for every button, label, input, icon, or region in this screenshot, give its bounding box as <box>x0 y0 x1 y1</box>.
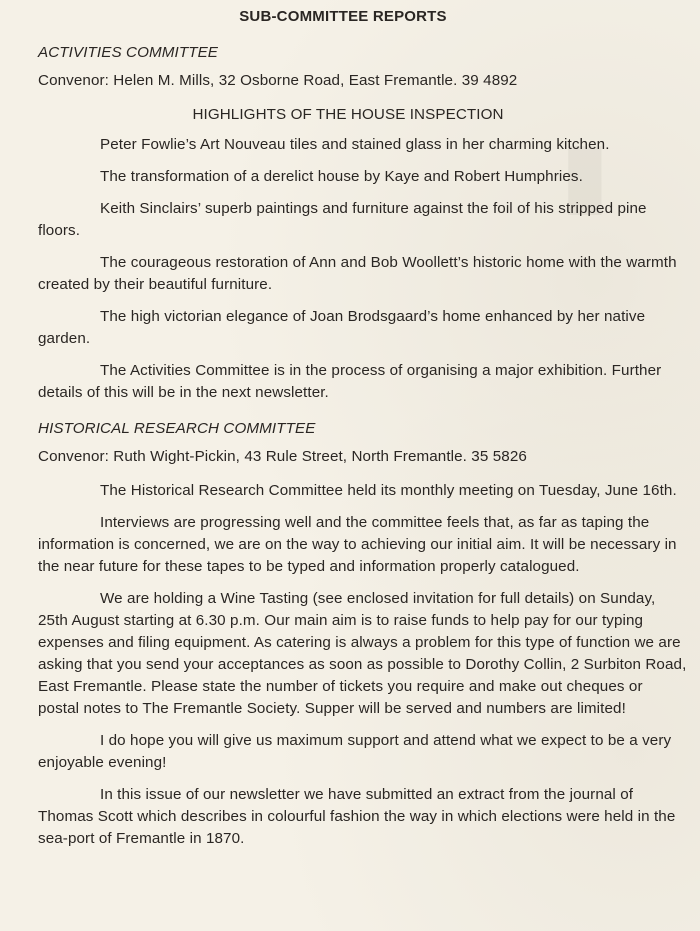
activities-paragraph: The Activities Committee is in the process of organising a major exhibition. Further details of this will be in the next newsletter. <box>38 362 662 401</box>
highlights-heading: HIGHLIGHTS OF THE HOUSE INSPECTION <box>192 106 504 123</box>
historical-paragraph: I do hope you will give us maximum support and attend what we expect to be a very enjoyable evening! <box>38 732 672 771</box>
activities-paragraph: The courageous restoration of Ann and Bob Woollett’s historic home with the warmth created by their beautiful furniture. <box>38 254 677 293</box>
historical-research-section <box>38 418 688 850</box>
activities-committee-section <box>38 42 688 404</box>
activities-paragraph: Keith Sinclairs’ superb paintings and furniture against the foil of his stripped pine floors. <box>38 200 647 239</box>
historical-paragraph: The Historical Research Committee held its monthly meeting on Tuesday, June 16th. <box>100 482 677 499</box>
page-title: SUB-COMMITTEE REPORTS <box>239 8 447 25</box>
historical-paragraph: In this issue of our newsletter we have submitted an extract from the journal of Thomas Scott which describes in colourful fashion the way in which elections were held in the sea-port of Fremantle in 1870. <box>38 786 676 847</box>
activities-convenor: Convenor: Helen M. Mills, 32 Osborne Road, East Fremantle. 39 4892 <box>38 72 518 89</box>
activities-paragraph: The transformation of a derelict house by Kaye and Robert Humphries. <box>100 168 583 185</box>
sub-committee-reports <box>38 6 688 860</box>
show-through-print: ▮ <box>560 125 610 224</box>
historical-convenor: Convenor: Ruth Wight-Pickin, 43 Rule Street, North Fremantle. 35 5826 <box>38 448 527 465</box>
activities-paragraph: The high victorian elegance of Joan Brodsgaard’s home enhanced by her native garden. <box>38 308 646 347</box>
activities-paragraph: Peter Fowlie’s Art Nouveau tiles and stained glass in her charming kitchen. <box>100 136 610 153</box>
historical-paragraph: Interviews are progressing well and the committee feels that, as far as taping the information is concerned, we are on the way to achieving our initial aim. It will be necessary in the near future for these tapes to be typed and information properly catalogued. <box>38 514 677 575</box>
historical-paragraph: We are holding a Wine Tasting (see enclosed invitation for full details) on Sunday, 25th August starting at 6.30 p.m. Our main aim is to raise funds to help pay for our typing expenses and filing equipment. As catering is always a problem for this type of function we are asking that you send your acceptances as soon as possible to Dorothy Collin, 2 Surbiton Road, East Fremantle. Please state the number of tickets you require and make out cheques or postal notes to The Fremantle Society. Supper will be served and numbers are limited! <box>38 590 687 717</box>
activities-committee-heading: ACTIVITIES COMMITTEE <box>38 44 219 61</box>
historical-research-heading: HISTORICAL RESEARCH COMMITTEE <box>38 420 316 437</box>
